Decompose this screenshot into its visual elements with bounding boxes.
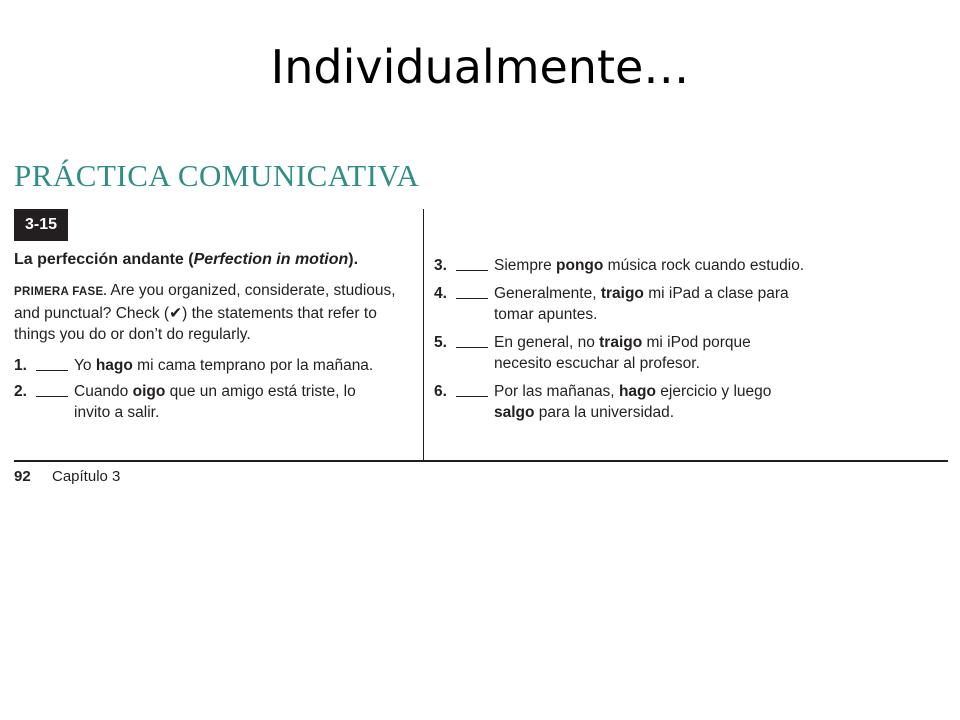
answer-blank[interactable] (36, 370, 68, 371)
bottom-rule (14, 460, 948, 462)
item-text: Por las mañanas, (494, 383, 619, 400)
list-item-6 (434, 381, 814, 423)
footer-page-number: 92 (14, 468, 31, 485)
item-number: 3. (434, 257, 447, 274)
answer-blank[interactable] (456, 298, 488, 299)
section-header: PRÁCTICA COMUNICATIVA (14, 158, 420, 193)
footer-chapter: Capítulo 3 (52, 468, 121, 485)
answer-blank[interactable] (36, 396, 68, 397)
answer-blank[interactable] (456, 347, 488, 348)
item-verb: pongo (556, 257, 604, 274)
item-text: En general, no (494, 334, 600, 351)
item-text: Generalmente, (494, 285, 601, 302)
item-text: para la universidad. (534, 404, 675, 421)
item-text: música rock cuando estudio. (603, 257, 805, 274)
item-verb: salgo (494, 404, 535, 421)
answer-blank[interactable] (456, 396, 488, 397)
item-number: 4. (434, 285, 447, 302)
answer-blank[interactable] (456, 270, 488, 271)
slide-title: Individualmente… (270, 40, 690, 94)
item-number: 1. (14, 357, 27, 374)
exercise-title (14, 251, 358, 269)
instructions-text-2: ) the statements that refer to things you do or don’t do regularly. (14, 305, 377, 343)
exercise-title-italic: Perfection in motion (193, 251, 349, 268)
list-item-2 (14, 381, 384, 423)
item-verb: traigo (599, 334, 643, 351)
list-item-3 (434, 255, 934, 276)
instructions-text-1: Are you organized, considerate, studious, and punctual? Check ( (14, 282, 396, 322)
list-item-1 (14, 355, 414, 376)
check-mark-icon: ✔ (169, 305, 183, 322)
item-text: mi iPad a clase para tomar apuntes. (494, 285, 789, 323)
item-text: mi iPod porque necesito escuchar al profesor. (494, 334, 751, 372)
exercise-number-badge: 3-15 (14, 209, 68, 241)
item-text: mi cama temprano por la mañana. (132, 357, 374, 374)
column-divider (423, 209, 424, 460)
item-number: 5. (434, 334, 447, 351)
item-verb: oigo (132, 383, 166, 400)
list-item-4 (434, 283, 824, 325)
item-verb: traigo (600, 285, 644, 302)
item-text: Cuando (74, 383, 133, 400)
item-text: Siempre (494, 257, 557, 274)
item-text: Yo (74, 357, 96, 374)
item-verb: hago (95, 357, 133, 374)
item-number: 6. (434, 383, 447, 400)
instructions (14, 280, 414, 345)
item-text: ejercicio y luego (655, 383, 772, 400)
item-verb: hago (618, 383, 656, 400)
item-text: que un amigo está triste, lo invito a salir. (74, 383, 356, 421)
phase-label: PRIMERA FASE. (14, 286, 107, 298)
exercise-title-suffix: ). (348, 251, 359, 268)
item-number: 2. (14, 383, 27, 400)
exercise-title-prefix: La perfección andante ( (14, 251, 194, 268)
list-item-5 (434, 332, 794, 374)
